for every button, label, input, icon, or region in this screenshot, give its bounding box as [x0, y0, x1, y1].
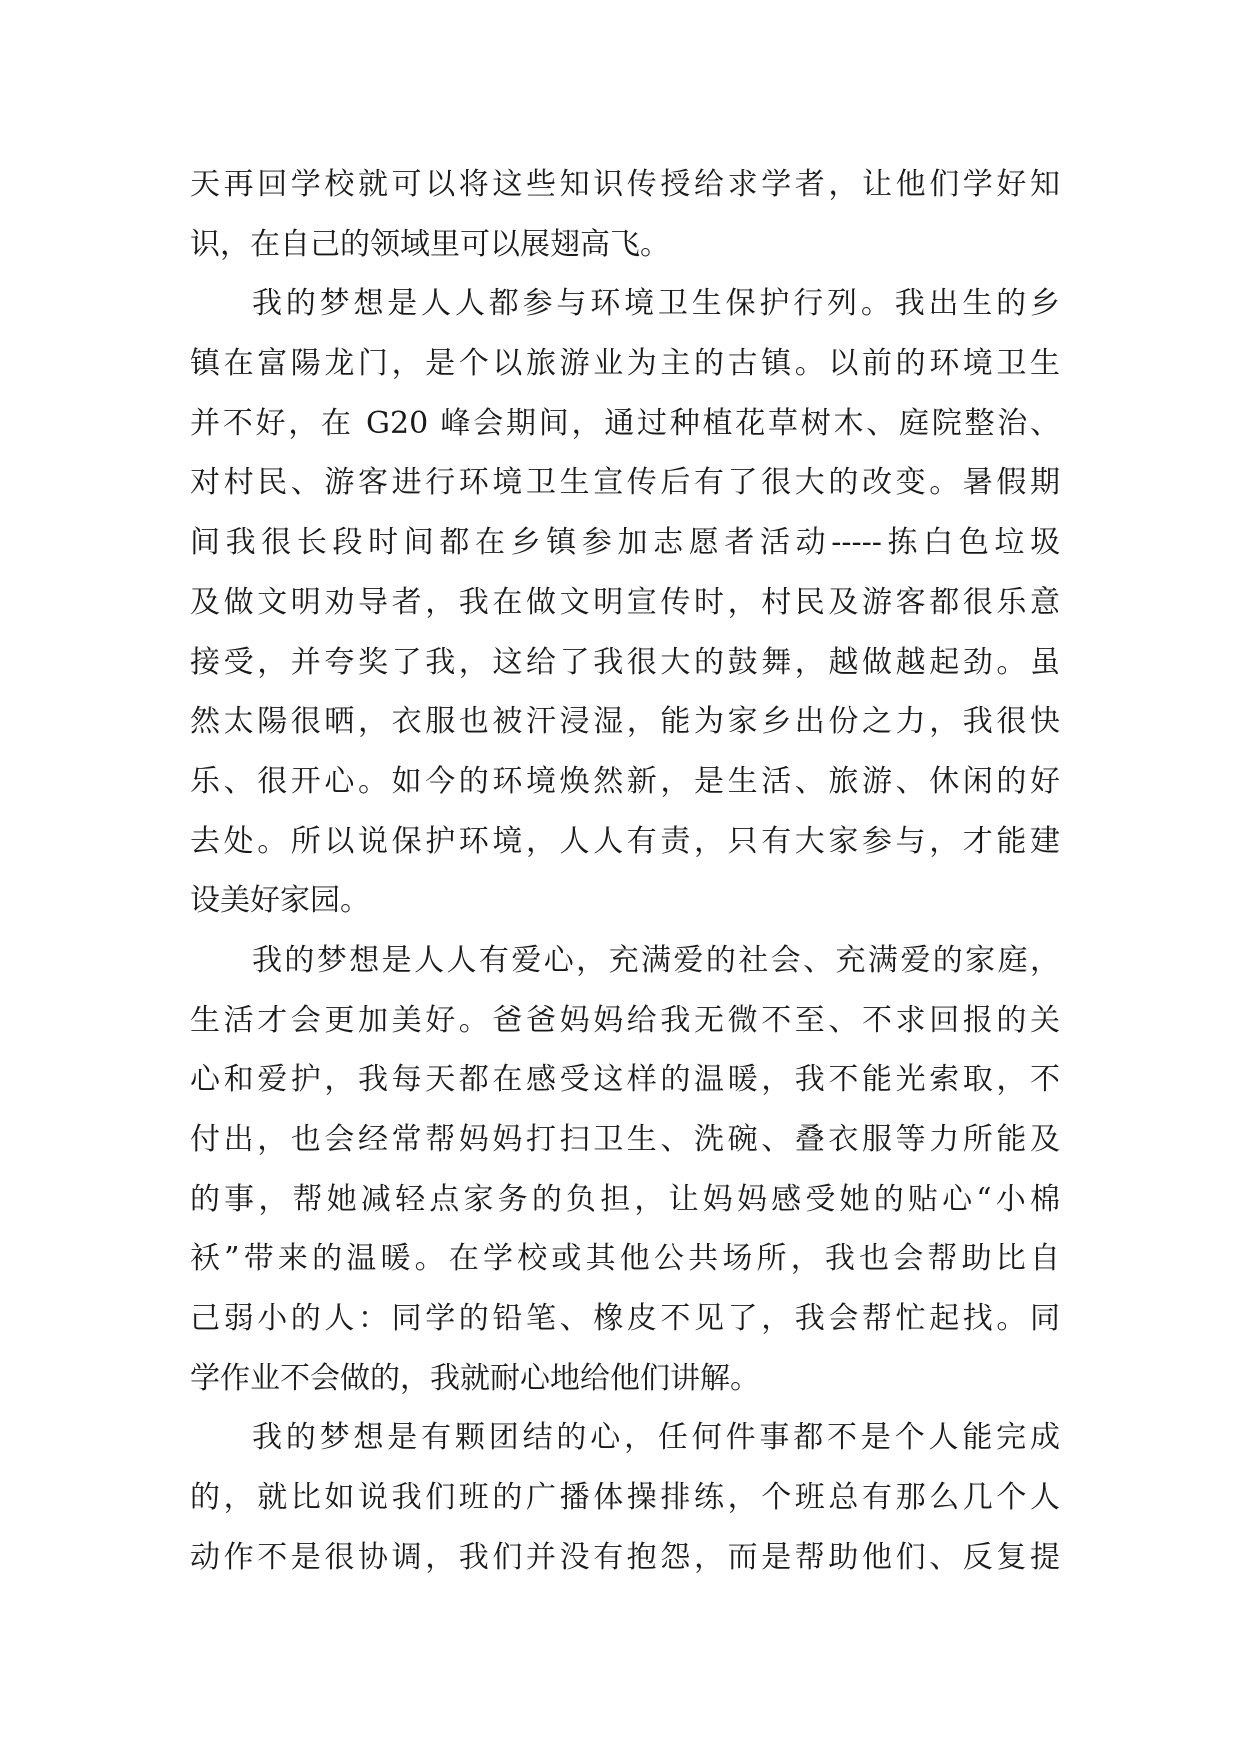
text-line: 并不好，在 G20 峰会期间，通过种植花草树木、庭院整治、 [190, 405, 1060, 441]
paragraph-first-line: 我的梦想是有颗团结的心，任何件事都不是个人能完成 [252, 1420, 1060, 1456]
text-line: 及做文明劝导者，我在做文明宣传时，村民及游客都很乐意 [190, 584, 1060, 620]
text-line: 的事，帮她减轻点家务的负担，让妈妈感受她的贴心“小棉 [190, 1181, 1060, 1217]
text-line: 乐、很开心。如今的环境焕然新，是生活、旅游、休闲的好 [190, 763, 1060, 799]
text-line: 设美好家园。 [190, 883, 370, 919]
text-line: 的，就比如说我们班的广播体操排练，个班总有那么几个人 [190, 1480, 1060, 1516]
text-line: 去处。所以说保护环境，人人有责，只有大家参与，才能建 [190, 823, 1060, 859]
text-line: 接受，并夸奖了我，这给了我很大的鼓舞，越做越起劲。虽 [190, 644, 1060, 680]
text-line: 识，在自己的领域里可以展翅高飞。 [190, 226, 670, 262]
text-line: 袄”带来的温暖。在学校或其他公共场所，我也会帮助比自 [190, 1241, 1060, 1277]
text-line: 学作业不会做的，我就耐心地给他们讲解。 [190, 1360, 760, 1396]
paragraph-first-line: 我的梦想是人人有爱心，充满爱的社会、充满爱的家庭， [252, 942, 1060, 978]
text-line: 心和爱护，我每天都在感受这样的温暖，我不能光索取，不 [190, 1062, 1060, 1098]
text-line: 生活才会更加美好。爸爸妈妈给我无微不至、不求回报的关 [190, 1002, 1060, 1038]
text-line: 对村民、游客进行环境卫生宣传后有了很大的改变。暑假期 [190, 465, 1060, 501]
body-text [190, 155, 1060, 1588]
text-line: 付出，也会经常帮妈妈打扫卫生、洗碗、叠衣服等力所能及 [190, 1122, 1060, 1157]
text-line: 动作不是很协调，我们并没有抱怨，而是帮助他们、反复提 [190, 1539, 1060, 1575]
text-line: 间我很长段时间都在乡镇参加志愿者活动-----拣白色垃圾 [190, 525, 1060, 561]
text-line: 己弱小的人：同学的铅笔、橡皮不见了，我会帮忙起找。同 [190, 1301, 1060, 1337]
text-line: 然太陽很晒，衣服也被汗浸湿，能为家乡出份之力，我很快 [190, 704, 1060, 740]
text-line: 镇在富陽龙门，是个以旅游业为主的古镇。以前的环境卫生 [190, 346, 1060, 382]
text-line: 天再回学校就可以将这些知识传授给求学者，让他们学好知 [190, 167, 1060, 202]
paragraph-first-line: 我的梦想是人人都参与环境卫生保护行列。我出生的乡 [252, 286, 1060, 322]
